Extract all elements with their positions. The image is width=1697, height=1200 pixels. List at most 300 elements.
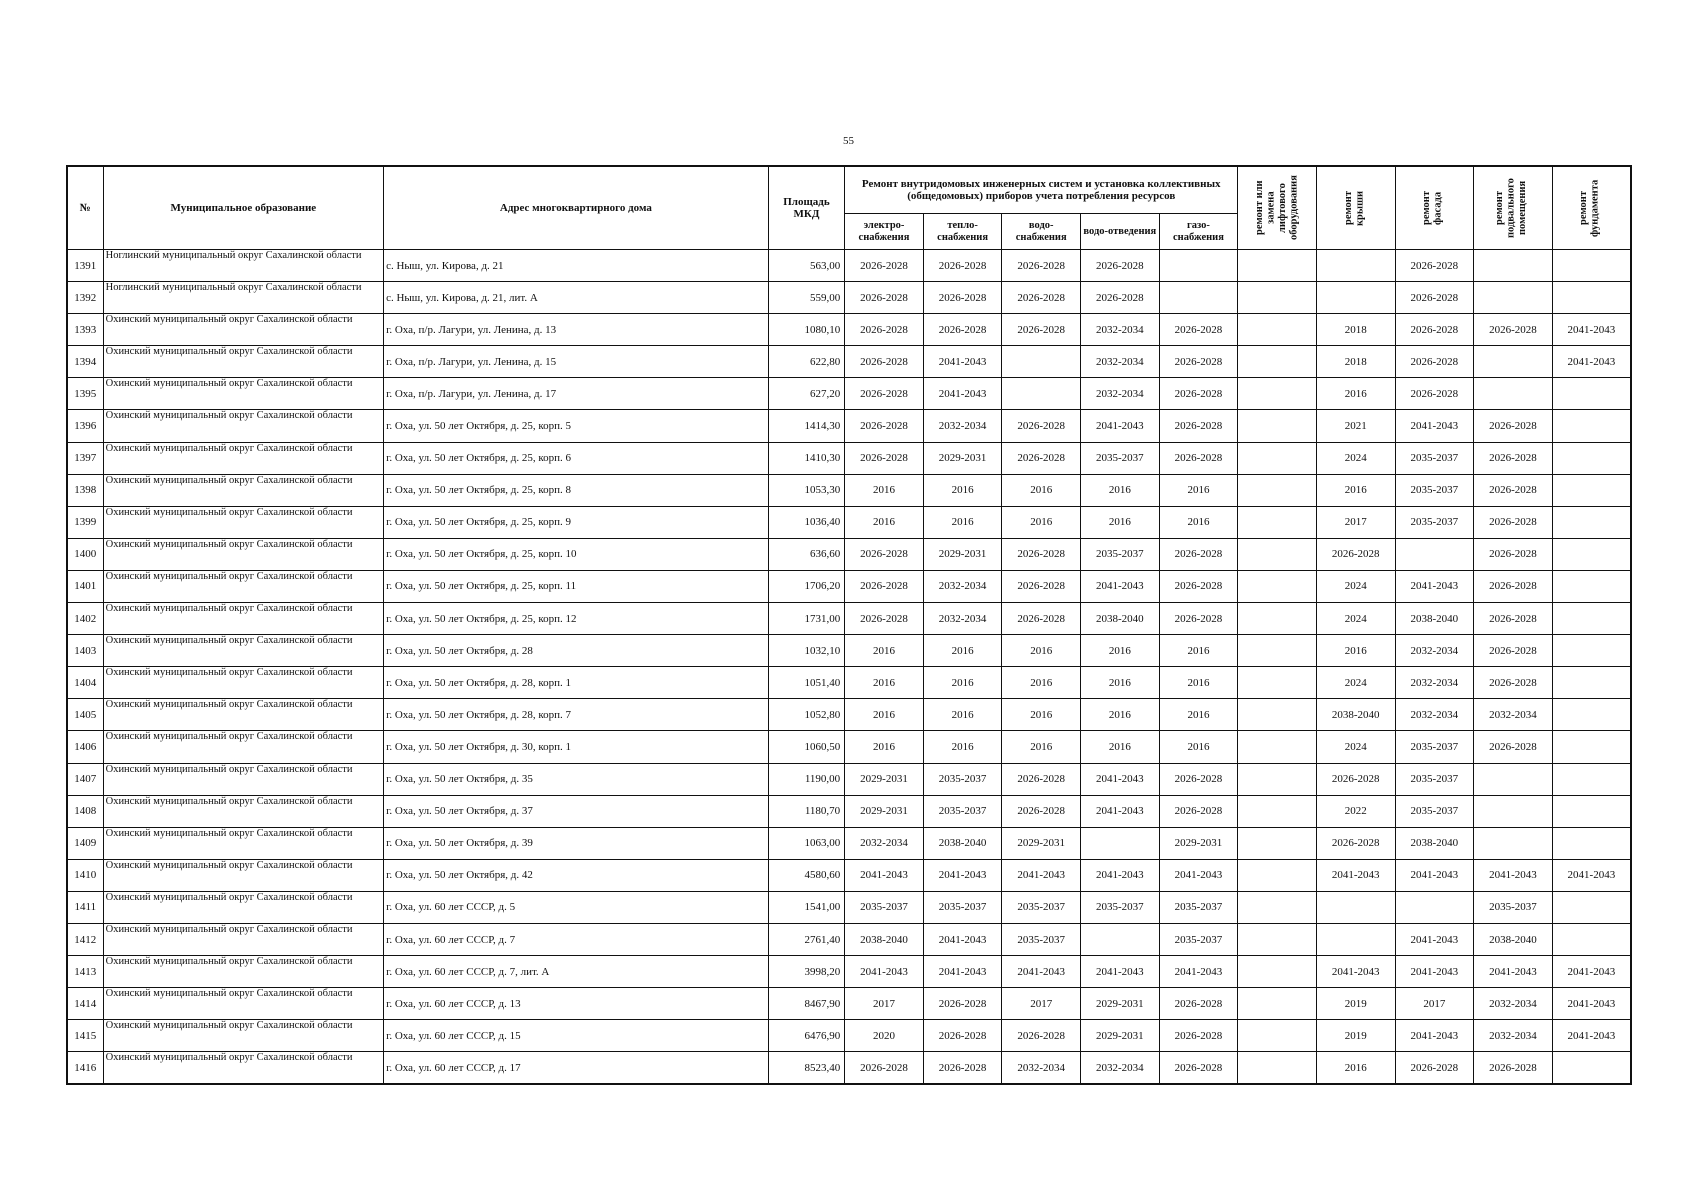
municipality-cell: Ноглинский муниципальный округ Сахалинской области [103, 250, 383, 282]
water-supply-cell: 2016 [1002, 699, 1081, 731]
gas-cell: 2026-2028 [1159, 346, 1238, 378]
basement-cell: 2026-2028 [1474, 731, 1553, 763]
address-cell: г. Оха, ул. 50 лет Октября, д. 25, корп. 6 [384, 442, 769, 474]
address-cell: г. Оха, ул. 50 лет Октября, д. 39 [384, 827, 769, 859]
row-number: 1409 [67, 827, 103, 859]
gas-cell [1159, 282, 1238, 314]
row-number: 1405 [67, 699, 103, 731]
elevator-cell [1238, 378, 1317, 410]
roof-cell: 2016 [1316, 378, 1395, 410]
water-drain-cell: 2032-2034 [1081, 378, 1160, 410]
header-elevator [1238, 166, 1317, 250]
water-supply-cell: 2026-2028 [1002, 314, 1081, 346]
municipality-cell: Охинский муниципальный округ Сахалинской области [103, 442, 383, 474]
facade-cell: 2026-2028 [1395, 250, 1474, 282]
electricity-cell: 2041-2043 [845, 956, 924, 988]
gas-cell: 2016 [1159, 474, 1238, 506]
roof-cell: 2016 [1316, 1052, 1395, 1084]
facade-cell: 2026-2028 [1395, 346, 1474, 378]
address-cell: г. Оха, ул. 60 лет СССР, д. 17 [384, 1052, 769, 1084]
elevator-cell [1238, 731, 1317, 763]
address-cell: г. Оха, п/р. Лагури, ул. Ленина, д. 15 [384, 346, 769, 378]
elevator-cell [1238, 506, 1317, 538]
municipality-cell: Охинский муниципальный округ Сахалинской области [103, 956, 383, 988]
water-supply-cell: 2035-2037 [1002, 891, 1081, 923]
facade-cell: 2041-2043 [1395, 410, 1474, 442]
roof-cell [1316, 282, 1395, 314]
basement-cell [1474, 378, 1553, 410]
electricity-cell: 2026-2028 [845, 570, 924, 602]
foundation-cell [1552, 282, 1631, 314]
table-row [67, 827, 1631, 859]
area-cell: 2761,40 [768, 923, 844, 955]
electricity-cell: 2026-2028 [845, 346, 924, 378]
area-cell: 622,80 [768, 346, 844, 378]
elevator-cell [1238, 570, 1317, 602]
heat-cell: 2016 [923, 506, 1002, 538]
basement-cell: 2026-2028 [1474, 314, 1553, 346]
address-cell: г. Оха, ул. 50 лет Октября, д. 35 [384, 763, 769, 795]
roof-cell: 2016 [1316, 474, 1395, 506]
area-cell: 1080,10 [768, 314, 844, 346]
facade-cell: 2035-2037 [1395, 442, 1474, 474]
basement-cell: 2026-2028 [1474, 1052, 1553, 1084]
area-cell: 8467,90 [768, 988, 844, 1020]
foundation-cell [1552, 763, 1631, 795]
row-number: 1401 [67, 570, 103, 602]
header-electricity: электро-снабжения [845, 214, 924, 250]
basement-cell: 2041-2043 [1474, 956, 1553, 988]
foundation-cell [1552, 570, 1631, 602]
area-cell: 4580,60 [768, 859, 844, 891]
heat-cell: 2035-2037 [923, 795, 1002, 827]
foundation-cell [1552, 250, 1631, 282]
municipality-cell: Охинский муниципальный округ Сахалинской области [103, 1020, 383, 1052]
address-cell: г. Оха, ул. 50 лет Октября, д. 25, корп. 5 [384, 410, 769, 442]
heat-cell: 2016 [923, 731, 1002, 763]
area-cell: 1541,00 [768, 891, 844, 923]
water-supply-cell: 2026-2028 [1002, 282, 1081, 314]
table-row [67, 570, 1631, 602]
electricity-cell: 2041-2043 [845, 859, 924, 891]
foundation-cell: 2041-2043 [1552, 859, 1631, 891]
area-cell: 1410,30 [768, 442, 844, 474]
municipality-cell: Охинский муниципальный округ Сахалинской области [103, 410, 383, 442]
area-cell: 1063,00 [768, 827, 844, 859]
elevator-cell [1238, 667, 1317, 699]
elevator-cell [1238, 346, 1317, 378]
row-number: 1408 [67, 795, 103, 827]
row-number: 1400 [67, 538, 103, 570]
municipality-cell: Охинский муниципальный округ Сахалинской области [103, 699, 383, 731]
water-supply-cell: 2016 [1002, 635, 1081, 667]
heat-cell: 2032-2034 [923, 410, 1002, 442]
elevator-cell [1238, 956, 1317, 988]
header-elevator-text: ремонт или замена лифтового оборудования [1254, 175, 1300, 241]
electricity-cell: 2020 [845, 1020, 924, 1052]
header-address: Адрес многоквартирного дома [384, 166, 769, 250]
water-drain-cell: 2041-2043 [1081, 795, 1160, 827]
area-cell: 1060,50 [768, 731, 844, 763]
row-number: 1410 [67, 859, 103, 891]
gas-cell: 2016 [1159, 699, 1238, 731]
row-number: 1394 [67, 346, 103, 378]
facade-cell: 2035-2037 [1395, 474, 1474, 506]
header-basement-text: ремонт подвального помещения [1493, 178, 1528, 238]
elevator-cell [1238, 795, 1317, 827]
water-drain-cell [1081, 827, 1160, 859]
elevator-cell [1238, 988, 1317, 1020]
row-number: 1416 [67, 1052, 103, 1084]
water-drain-cell: 2035-2037 [1081, 442, 1160, 474]
address-cell: г. Оха, ул. 50 лет Октября, д. 28, корп. 1 [384, 667, 769, 699]
elevator-cell [1238, 603, 1317, 635]
basement-cell: 2026-2028 [1474, 506, 1553, 538]
heat-cell: 2041-2043 [923, 923, 1002, 955]
address-cell: г. Оха, ул. 50 лет Октября, д. 25, корп. 12 [384, 603, 769, 635]
gas-cell: 2026-2028 [1159, 570, 1238, 602]
water-drain-cell: 2026-2028 [1081, 250, 1160, 282]
municipality-cell: Охинский муниципальный округ Сахалинской области [103, 763, 383, 795]
foundation-cell [1552, 891, 1631, 923]
heat-cell: 2016 [923, 699, 1002, 731]
water-drain-cell: 2041-2043 [1081, 763, 1160, 795]
elevator-cell [1238, 442, 1317, 474]
area-cell: 563,00 [768, 250, 844, 282]
water-supply-cell: 2026-2028 [1002, 795, 1081, 827]
water-supply-cell: 2016 [1002, 506, 1081, 538]
roof-cell: 2018 [1316, 314, 1395, 346]
header-water-drain: водо-отведения [1081, 214, 1160, 250]
foundation-cell: 2041-2043 [1552, 346, 1631, 378]
area-cell: 8523,40 [768, 1052, 844, 1084]
gas-cell: 2026-2028 [1159, 314, 1238, 346]
water-supply-cell: 2016 [1002, 667, 1081, 699]
facade-cell: 2041-2043 [1395, 1020, 1474, 1052]
table-row [67, 956, 1631, 988]
area-cell: 1180,70 [768, 795, 844, 827]
gas-cell: 2029-2031 [1159, 827, 1238, 859]
electricity-cell: 2017 [845, 988, 924, 1020]
roof-cell: 2026-2028 [1316, 763, 1395, 795]
area-cell: 559,00 [768, 282, 844, 314]
water-drain-cell: 2041-2043 [1081, 410, 1160, 442]
water-drain-cell: 2041-2043 [1081, 570, 1160, 602]
address-cell: г. Оха, ул. 60 лет СССР, д. 7, лит. А [384, 956, 769, 988]
roof-cell: 2024 [1316, 667, 1395, 699]
table-row [67, 923, 1631, 955]
address-cell: г. Оха, п/р. Лагури, ул. Ленина, д. 17 [384, 378, 769, 410]
facade-cell: 2041-2043 [1395, 570, 1474, 602]
table-row [67, 731, 1631, 763]
heat-cell: 2026-2028 [923, 1020, 1002, 1052]
water-supply-cell [1002, 346, 1081, 378]
municipality-cell: Охинский муниципальный округ Сахалинской области [103, 474, 383, 506]
area-cell: 1036,40 [768, 506, 844, 538]
table-row [67, 891, 1631, 923]
water-supply-cell: 2026-2028 [1002, 603, 1081, 635]
area-cell: 1731,00 [768, 603, 844, 635]
water-supply-cell: 2035-2037 [1002, 923, 1081, 955]
electricity-cell: 2035-2037 [845, 891, 924, 923]
table-row [67, 988, 1631, 1020]
elevator-cell [1238, 474, 1317, 506]
roof-cell: 2018 [1316, 346, 1395, 378]
foundation-cell [1552, 1052, 1631, 1084]
address-cell: с. Ныш, ул. Кирова, д. 21, лит. А [384, 282, 769, 314]
roof-cell: 2017 [1316, 506, 1395, 538]
heat-cell: 2029-2031 [923, 538, 1002, 570]
header-no: № [67, 166, 103, 250]
water-drain-cell: 2029-2031 [1081, 1020, 1160, 1052]
table-row [67, 506, 1631, 538]
roof-cell: 2041-2043 [1316, 956, 1395, 988]
row-number: 1407 [67, 763, 103, 795]
address-cell: г. Оха, ул. 50 лет Октября, д. 30, корп. 1 [384, 731, 769, 763]
facade-cell: 2026-2028 [1395, 1052, 1474, 1084]
table-row [67, 442, 1631, 474]
gas-cell: 2026-2028 [1159, 603, 1238, 635]
municipality-cell: Охинский муниципальный округ Сахалинской области [103, 827, 383, 859]
area-cell: 1051,40 [768, 667, 844, 699]
water-drain-cell: 2016 [1081, 635, 1160, 667]
electricity-cell: 2029-2031 [845, 795, 924, 827]
heat-cell: 2026-2028 [923, 314, 1002, 346]
foundation-cell: 2041-2043 [1552, 988, 1631, 1020]
roof-cell: 2022 [1316, 795, 1395, 827]
gas-cell [1159, 250, 1238, 282]
municipality-cell: Охинский муниципальный округ Сахалинской области [103, 923, 383, 955]
municipality-cell: Охинский муниципальный округ Сахалинской области [103, 378, 383, 410]
heat-cell: 2029-2031 [923, 442, 1002, 474]
address-cell: г. Оха, ул. 50 лет Октября, д. 28 [384, 635, 769, 667]
gas-cell: 2016 [1159, 506, 1238, 538]
address-cell: с. Ныш, ул. Кирова, д. 21 [384, 250, 769, 282]
foundation-cell [1552, 731, 1631, 763]
address-cell: г. Оха, ул. 50 лет Октября, д. 37 [384, 795, 769, 827]
basement-cell [1474, 763, 1553, 795]
table-body [67, 250, 1631, 1084]
basement-cell: 2026-2028 [1474, 410, 1553, 442]
gas-cell: 2026-2028 [1159, 1020, 1238, 1052]
foundation-cell [1552, 667, 1631, 699]
electricity-cell: 2016 [845, 731, 924, 763]
foundation-cell: 2041-2043 [1552, 314, 1631, 346]
foundation-cell [1552, 474, 1631, 506]
header-facade [1395, 166, 1474, 250]
foundation-cell: 2041-2043 [1552, 956, 1631, 988]
water-drain-cell: 2016 [1081, 474, 1160, 506]
row-number: 1391 [67, 250, 103, 282]
table-row [67, 250, 1631, 282]
row-number: 1413 [67, 956, 103, 988]
gas-cell: 2026-2028 [1159, 378, 1238, 410]
roof-cell: 2019 [1316, 988, 1395, 1020]
water-drain-cell: 2029-2031 [1081, 988, 1160, 1020]
elevator-cell [1238, 1020, 1317, 1052]
facade-cell: 2041-2043 [1395, 956, 1474, 988]
table-row [67, 859, 1631, 891]
basement-cell [1474, 827, 1553, 859]
heat-cell: 2026-2028 [923, 250, 1002, 282]
row-number: 1396 [67, 410, 103, 442]
row-number: 1411 [67, 891, 103, 923]
roof-cell: 2024 [1316, 603, 1395, 635]
facade-cell: 2017 [1395, 988, 1474, 1020]
heat-cell: 2026-2028 [923, 1052, 1002, 1084]
address-cell: г. Оха, ул. 50 лет Октября, д. 25, корп. 10 [384, 538, 769, 570]
header-roof [1316, 166, 1395, 250]
foundation-cell [1552, 506, 1631, 538]
elevator-cell [1238, 699, 1317, 731]
table-row [67, 763, 1631, 795]
electricity-cell: 2026-2028 [845, 250, 924, 282]
gas-cell: 2026-2028 [1159, 442, 1238, 474]
basement-cell [1474, 250, 1553, 282]
roof-cell: 2024 [1316, 731, 1395, 763]
header-gas: газо-снабжения [1159, 214, 1238, 250]
water-supply-cell: 2026-2028 [1002, 1020, 1081, 1052]
elevator-cell [1238, 538, 1317, 570]
electricity-cell: 2038-2040 [845, 923, 924, 955]
elevator-cell [1238, 635, 1317, 667]
basement-cell: 2032-2034 [1474, 988, 1553, 1020]
table-row [67, 699, 1631, 731]
electricity-cell: 2026-2028 [845, 603, 924, 635]
table-row [67, 410, 1631, 442]
header-roof-text: ремонт крыши [1342, 190, 1366, 226]
elevator-cell [1238, 250, 1317, 282]
facade-cell: 2038-2040 [1395, 603, 1474, 635]
electricity-cell: 2016 [845, 474, 924, 506]
area-cell: 1053,30 [768, 474, 844, 506]
foundation-cell: 2041-2043 [1552, 1020, 1631, 1052]
header-foundation [1552, 166, 1631, 250]
water-supply-cell [1002, 378, 1081, 410]
electricity-cell: 2026-2028 [845, 538, 924, 570]
water-supply-cell: 2017 [1002, 988, 1081, 1020]
foundation-cell [1552, 795, 1631, 827]
basement-cell: 2026-2028 [1474, 442, 1553, 474]
header-heat: тепло-снабжения [923, 214, 1002, 250]
capital-repair-table [66, 165, 1632, 1085]
elevator-cell [1238, 763, 1317, 795]
municipality-cell: Охинский муниципальный округ Сахалинской области [103, 859, 383, 891]
facade-cell: 2035-2037 [1395, 795, 1474, 827]
water-drain-cell: 2035-2037 [1081, 891, 1160, 923]
roof-cell [1316, 250, 1395, 282]
gas-cell: 2041-2043 [1159, 956, 1238, 988]
address-cell: г. Оха, ул. 60 лет СССР, д. 5 [384, 891, 769, 923]
basement-cell: 2026-2028 [1474, 603, 1553, 635]
water-supply-cell: 2029-2031 [1002, 827, 1081, 859]
elevator-cell [1238, 314, 1317, 346]
gas-cell: 2026-2028 [1159, 795, 1238, 827]
header-water-supply: водо-снабжения [1002, 214, 1081, 250]
foundation-cell [1552, 827, 1631, 859]
gas-cell: 2026-2028 [1159, 410, 1238, 442]
facade-cell: 2041-2043 [1395, 859, 1474, 891]
facade-cell: 2038-2040 [1395, 827, 1474, 859]
row-number: 1412 [67, 923, 103, 955]
gas-cell: 2026-2028 [1159, 538, 1238, 570]
table-row [67, 795, 1631, 827]
table-row [67, 314, 1631, 346]
electricity-cell: 2026-2028 [845, 314, 924, 346]
electricity-cell: 2026-2028 [845, 410, 924, 442]
water-drain-cell: 2032-2034 [1081, 314, 1160, 346]
header-municipality: Муниципальное образование [103, 166, 383, 250]
water-drain-cell: 2016 [1081, 667, 1160, 699]
foundation-cell [1552, 699, 1631, 731]
water-drain-cell: 2038-2040 [1081, 603, 1160, 635]
page-number: 55 [843, 135, 854, 147]
municipality-cell: Охинский муниципальный округ Сахалинской области [103, 346, 383, 378]
row-number: 1397 [67, 442, 103, 474]
heat-cell: 2016 [923, 474, 1002, 506]
area-cell: 1052,80 [768, 699, 844, 731]
roof-cell: 2024 [1316, 442, 1395, 474]
area-cell: 627,20 [768, 378, 844, 410]
facade-cell: 2032-2034 [1395, 699, 1474, 731]
basement-cell: 2026-2028 [1474, 667, 1553, 699]
gas-cell: 2035-2037 [1159, 891, 1238, 923]
area-cell: 1414,30 [768, 410, 844, 442]
area-cell: 636,60 [768, 538, 844, 570]
row-number: 1402 [67, 603, 103, 635]
heat-cell: 2041-2043 [923, 346, 1002, 378]
facade-cell: 2026-2028 [1395, 378, 1474, 410]
row-number: 1399 [67, 506, 103, 538]
facade-cell: 2026-2028 [1395, 282, 1474, 314]
facade-cell: 2035-2037 [1395, 506, 1474, 538]
heat-cell: 2032-2034 [923, 570, 1002, 602]
municipality-cell: Охинский муниципальный округ Сахалинской области [103, 506, 383, 538]
address-cell: г. Оха, ул. 50 лет Октября, д. 25, корп. 9 [384, 506, 769, 538]
table-row [67, 1052, 1631, 1084]
municipality-cell: Охинский муниципальный округ Сахалинской области [103, 988, 383, 1020]
table-row [67, 635, 1631, 667]
roof-cell: 2024 [1316, 570, 1395, 602]
header-engineering-group: Ремонт внутридомовых инженерных систем и установка коллективных (общедомовых) приборов учета потребления ресурсов [845, 166, 1238, 214]
address-cell: г. Оха, ул. 60 лет СССР, д. 15 [384, 1020, 769, 1052]
gas-cell: 2016 [1159, 667, 1238, 699]
header-facade-text: ремонт фасада [1421, 191, 1444, 225]
foundation-cell [1552, 410, 1631, 442]
basement-cell: 2026-2028 [1474, 635, 1553, 667]
heat-cell: 2026-2028 [923, 988, 1002, 1020]
water-drain-cell: 2026-2028 [1081, 282, 1160, 314]
electricity-cell: 2026-2028 [845, 378, 924, 410]
water-supply-cell: 2032-2034 [1002, 1052, 1081, 1084]
table-row [67, 667, 1631, 699]
roof-cell [1316, 923, 1395, 955]
heat-cell: 2026-2028 [923, 282, 1002, 314]
municipality-cell: Охинский муниципальный округ Сахалинской области [103, 603, 383, 635]
water-supply-cell: 2026-2028 [1002, 442, 1081, 474]
roof-cell: 2026-2028 [1316, 827, 1395, 859]
heat-cell: 2035-2037 [923, 891, 1002, 923]
row-number: 1415 [67, 1020, 103, 1052]
water-supply-cell: 2026-2028 [1002, 763, 1081, 795]
header-foundation-text: ремонт фундамента [1578, 179, 1601, 237]
basement-cell: 2035-2037 [1474, 891, 1553, 923]
water-drain-cell: 2032-2034 [1081, 346, 1160, 378]
gas-cell: 2016 [1159, 635, 1238, 667]
roof-cell: 2021 [1316, 410, 1395, 442]
gas-cell: 2041-2043 [1159, 859, 1238, 891]
row-number: 1398 [67, 474, 103, 506]
